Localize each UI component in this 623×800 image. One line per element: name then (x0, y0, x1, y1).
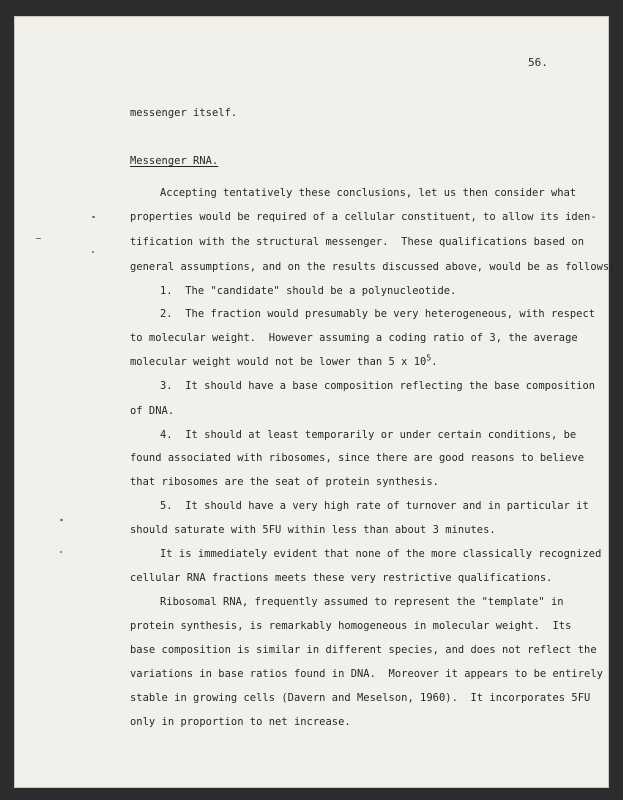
text-segment: . (431, 356, 438, 368)
text-line: tification with the structural messenger. These qualifications based on (130, 236, 585, 248)
list-item: 3. It should have a base composition reflecting the base composition (160, 380, 596, 392)
paper-speck (92, 216, 95, 218)
list-item: 4. It should at least temporarily or under certain conditions, be (160, 429, 577, 441)
superscript-exponent: 5 (426, 353, 432, 363)
list-item: 5. It should have a very high rate of turnover and in particular it (160, 500, 589, 512)
paper-speck (60, 519, 63, 521)
text-line: variations in base ratios found in DNA. Moreover it appears to be entirely (130, 668, 603, 680)
text-segment: molecular weight would not be lower than 5 x 10 (130, 356, 427, 368)
text-line: It is immediately evident that none of the more classically recognized (160, 548, 602, 560)
text-line: messenger itself. (130, 107, 238, 119)
text-line: of DNA. (130, 405, 175, 417)
page-number: 56. (528, 56, 548, 69)
text-line: Ribosomal RNA, frequently assumed to represent the "template" in (160, 596, 564, 608)
text-line (130, 353, 438, 368)
text-line: cellular RNA fractions meets these very restrictive qualifications. (130, 572, 553, 584)
text-line: protein synthesis, is remarkably homogeneous in molecular weight. Its (130, 620, 572, 632)
list-item: 1. The "candidate" should be a polynucleotide. (160, 285, 457, 297)
text-line: to molecular weight. However assuming a coding ratio of 3, the average (130, 332, 578, 344)
paper-speck (92, 251, 94, 253)
text-line: base composition is similar in different species, and does not reflect the (130, 644, 597, 656)
text-line: stable in growing cells (Davern and Meselson, 1960). It incorporates 5FU (130, 692, 591, 704)
text-line: general assumptions, and on the results discussed above, would be as follows: (130, 261, 616, 273)
section-heading: Messenger RNA. (130, 155, 219, 167)
text-line: that ribosomes are the seat of protein synthesis. (130, 476, 439, 488)
text-line: Accepting tentatively these conclusions, let us then consider what (160, 187, 577, 199)
list-item: 2. The fraction would presumably be very heterogeneous, with respect (160, 308, 596, 320)
text-line: properties would be required of a cellular constituent, to allow its iden- (130, 211, 597, 223)
text-line: should saturate with 5FU within less than about 3 minutes. (130, 524, 496, 536)
text-line: found associated with ribosomes, since there are good reasons to believe (130, 452, 585, 464)
paper-speck (36, 238, 41, 239)
paper-speck (60, 551, 62, 553)
text-line: only in proportion to net increase. (130, 716, 351, 728)
